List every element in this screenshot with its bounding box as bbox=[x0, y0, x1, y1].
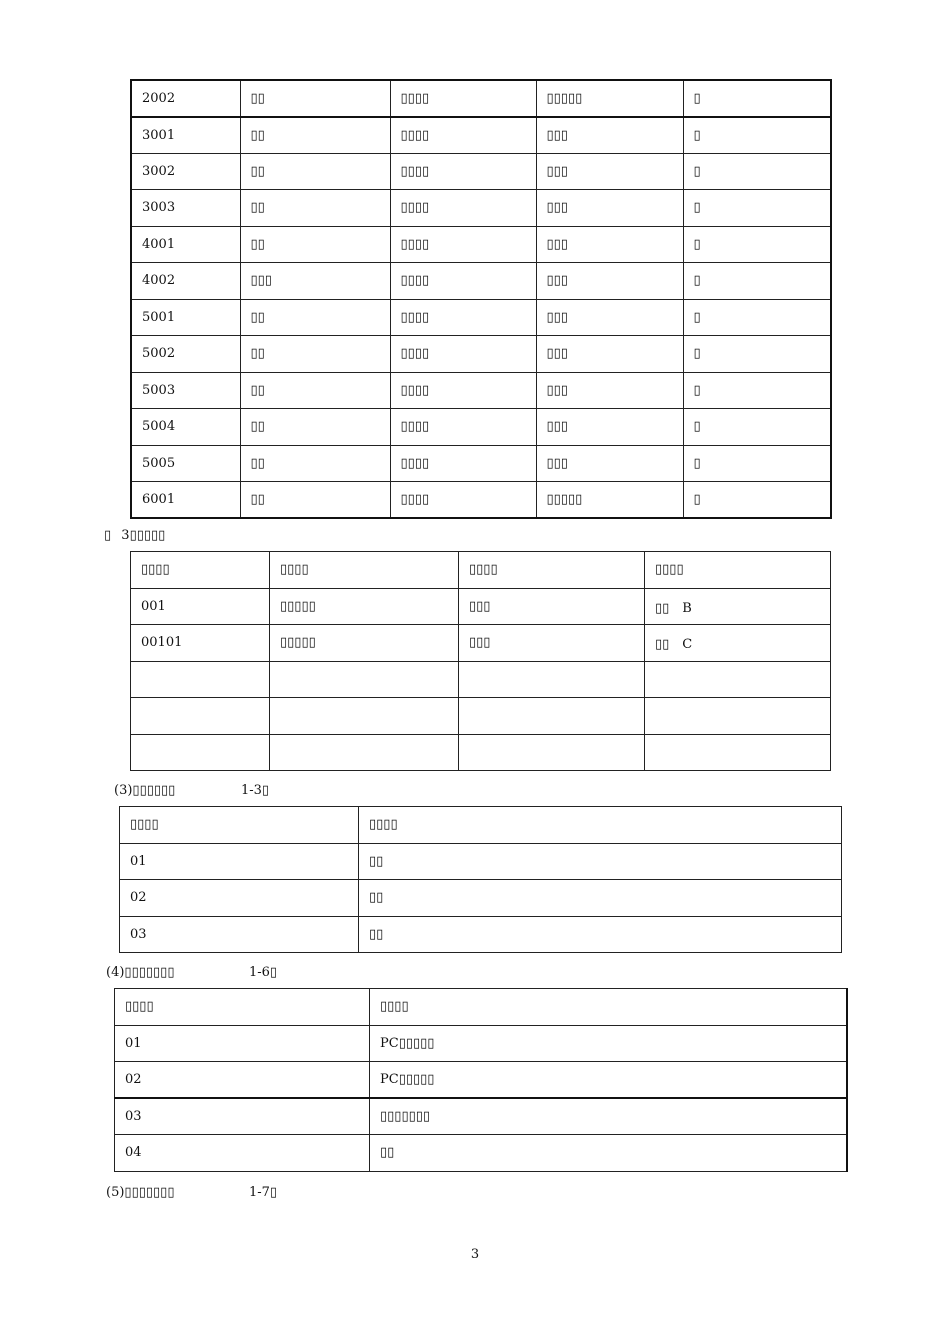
table-cell: ▯▯ bbox=[240, 153, 390, 190]
table-cell: ▯▯ bbox=[240, 226, 390, 263]
caption-text: 3▯▯▯▯▯ bbox=[121, 528, 166, 543]
table-cell: ▯▯▯▯ bbox=[115, 989, 370, 1026]
table-cell: ▯▯▯ bbox=[459, 588, 645, 625]
table-cell: ▯▯▯▯ bbox=[390, 190, 536, 227]
table-cell: ▯▯▯▯ bbox=[390, 80, 536, 117]
table-cell: ▯▯ bbox=[240, 336, 390, 373]
table-cell: ▯▯▯▯ bbox=[390, 153, 536, 190]
table-cell: PC▯▯▯▯▯ bbox=[370, 1062, 847, 1099]
table-cell bbox=[131, 661, 270, 698]
table-cell: ▯ bbox=[683, 153, 831, 190]
caption-ref: 1-6▯ bbox=[249, 965, 278, 980]
table-cell: ▯▯▯▯ bbox=[390, 372, 536, 409]
table-cell: 03 bbox=[120, 916, 359, 953]
table-row bbox=[115, 989, 847, 1026]
table-row bbox=[115, 1098, 847, 1135]
table-cell: 3001 bbox=[131, 117, 240, 154]
table-row bbox=[131, 299, 831, 336]
table-cell bbox=[645, 661, 831, 698]
table-cell: ▯▯▯▯ bbox=[645, 552, 831, 589]
table-cell bbox=[645, 698, 831, 735]
caption-text: (5)▯▯▯▯▯▯▯ bbox=[106, 1185, 175, 1200]
table-cell: ▯▯▯ bbox=[536, 263, 683, 300]
table-cell: 5002 bbox=[131, 336, 240, 373]
table-cell bbox=[270, 698, 459, 735]
table-cell: ▯▯ bbox=[240, 482, 390, 519]
table-row bbox=[120, 807, 842, 844]
table-cell: ▯▯▯ bbox=[459, 625, 645, 662]
table-cell: ▯▯ bbox=[240, 80, 390, 117]
table-row bbox=[115, 1025, 847, 1062]
table-cell: ▯▯ bbox=[359, 843, 842, 880]
table-row bbox=[131, 698, 831, 735]
table-cell: 3003 bbox=[131, 190, 240, 227]
table5-caption bbox=[106, 1185, 278, 1200]
table-row bbox=[120, 843, 842, 880]
table-cell: ▯▯ bbox=[240, 190, 390, 227]
table-cell: 6001 bbox=[131, 482, 240, 519]
table-cell: 001 bbox=[131, 588, 270, 625]
table-cell bbox=[131, 734, 270, 771]
table-cell: ▯▯ bbox=[240, 372, 390, 409]
table-cell: ▯ bbox=[683, 372, 831, 409]
table-cell: ▯▯ bbox=[240, 409, 390, 446]
table-row bbox=[131, 226, 831, 263]
table-cell: 03 bbox=[115, 1098, 370, 1135]
product-category-table bbox=[114, 988, 848, 1172]
table-cell: ▯ bbox=[683, 117, 831, 154]
table-cell: ▯▯ bbox=[359, 880, 842, 917]
table-cell: ▯▯▯ bbox=[536, 445, 683, 482]
table-cell: ▯ bbox=[683, 299, 831, 336]
table-cell: ▯▯ bbox=[240, 299, 390, 336]
account-table bbox=[130, 79, 832, 519]
table-cell: 01 bbox=[115, 1025, 370, 1062]
table-cell: 4002 bbox=[131, 263, 240, 300]
table-cell: ▯▯▯▯ bbox=[359, 807, 842, 844]
table-cell: 02 bbox=[120, 880, 359, 917]
caption-ref: 1-7▯ bbox=[249, 1185, 278, 1200]
table-cell: 5004 bbox=[131, 409, 240, 446]
table-cell: ▯▯▯▯▯ bbox=[270, 588, 459, 625]
table-cell bbox=[459, 698, 645, 735]
table-cell: ▯ bbox=[683, 190, 831, 227]
table-cell: ▯ bbox=[683, 409, 831, 446]
table-row bbox=[131, 734, 831, 771]
table-cell: ▯▯▯ bbox=[536, 409, 683, 446]
table-cell: ▯▯▯▯▯ bbox=[270, 625, 459, 662]
table-row bbox=[120, 916, 842, 953]
table-cell: 5005 bbox=[131, 445, 240, 482]
table-row bbox=[131, 409, 831, 446]
table-cell: PC▯▯▯▯▯ bbox=[370, 1025, 847, 1062]
table-cell bbox=[270, 661, 459, 698]
table-cell: ▯▯▯▯▯▯▯ bbox=[370, 1098, 847, 1135]
table-cell: 5001 bbox=[131, 299, 240, 336]
table-row bbox=[131, 117, 831, 154]
table-row bbox=[131, 661, 831, 698]
table-cell: ▯▯▯▯ bbox=[390, 445, 536, 482]
table-cell: ▯▯▯▯ bbox=[370, 989, 847, 1026]
table-row bbox=[120, 880, 842, 917]
table-cell: ▯▯ bbox=[240, 117, 390, 154]
table-cell: 01 bbox=[120, 843, 359, 880]
table-row bbox=[131, 445, 831, 482]
table-cell: ▯ bbox=[683, 336, 831, 373]
table-cell: 5003 bbox=[131, 372, 240, 409]
table-cell bbox=[131, 698, 270, 735]
category-table bbox=[119, 806, 842, 953]
table-cell: ▯▯▯ bbox=[536, 372, 683, 409]
department-table bbox=[130, 551, 831, 771]
table-cell: ▯▯▯▯▯ bbox=[536, 80, 683, 117]
table-cell: ▯▯▯ bbox=[536, 299, 683, 336]
table-cell: ▯▯▯▯ bbox=[270, 552, 459, 589]
table-cell: ▯▯ bbox=[359, 916, 842, 953]
table-row bbox=[131, 190, 831, 227]
table-cell: ▯▯ C bbox=[645, 625, 831, 662]
table-cell: ▯▯▯▯ bbox=[390, 226, 536, 263]
table-cell bbox=[645, 734, 831, 771]
table-cell: ▯▯ bbox=[240, 445, 390, 482]
table-row bbox=[131, 482, 831, 519]
caption-text: (4)▯▯▯▯▯▯▯ bbox=[106, 965, 175, 980]
table-cell: ▯▯▯▯ bbox=[390, 299, 536, 336]
table-cell: ▯▯▯ bbox=[240, 263, 390, 300]
table-cell: 2002 bbox=[131, 80, 240, 117]
table-row bbox=[131, 336, 831, 373]
caption-ref: 1-3▯ bbox=[241, 783, 270, 798]
table-cell: 02 bbox=[115, 1062, 370, 1099]
table-cell: 3002 bbox=[131, 153, 240, 190]
table-cell: ▯▯▯▯ bbox=[390, 263, 536, 300]
table-cell bbox=[459, 661, 645, 698]
table-cell: ▯▯▯▯ bbox=[390, 336, 536, 373]
table-row bbox=[131, 552, 831, 589]
table-row bbox=[131, 588, 831, 625]
table-cell: ▯▯▯ bbox=[536, 117, 683, 154]
table-cell: ▯ bbox=[683, 80, 831, 117]
table-cell: ▯▯▯▯ bbox=[459, 552, 645, 589]
table-cell: ▯▯▯▯ bbox=[390, 409, 536, 446]
caption-text: (3)▯▯▯▯▯▯ bbox=[114, 783, 176, 798]
table-cell: ▯▯▯▯ bbox=[131, 552, 270, 589]
table-row bbox=[131, 80, 831, 117]
table-cell: ▯▯▯▯ bbox=[120, 807, 359, 844]
table-row bbox=[131, 372, 831, 409]
table-cell: ▯▯▯ bbox=[536, 226, 683, 263]
table-cell: ▯▯ bbox=[370, 1135, 847, 1172]
table-cell: ▯ bbox=[683, 263, 831, 300]
table-cell bbox=[459, 734, 645, 771]
table-cell: ▯▯▯▯ bbox=[390, 482, 536, 519]
table4-caption bbox=[106, 965, 278, 980]
table2-caption bbox=[104, 528, 165, 543]
table-row bbox=[115, 1062, 847, 1099]
table-cell: ▯▯▯ bbox=[536, 153, 683, 190]
table-cell: ▯▯▯▯▯ bbox=[536, 482, 683, 519]
table-cell: ▯ bbox=[683, 482, 831, 519]
caption-prefix: ▯ bbox=[104, 528, 112, 543]
table-row bbox=[115, 1135, 847, 1172]
table3-caption bbox=[114, 783, 270, 798]
table-cell: ▯▯▯ bbox=[536, 336, 683, 373]
table-cell: 04 bbox=[115, 1135, 370, 1172]
table-cell: ▯▯▯ bbox=[536, 190, 683, 227]
table-cell: 00101 bbox=[131, 625, 270, 662]
table-cell bbox=[270, 734, 459, 771]
table-row bbox=[131, 625, 831, 662]
table-cell: 4001 bbox=[131, 226, 240, 263]
table-cell: ▯▯ B bbox=[645, 588, 831, 625]
table-cell: ▯▯▯▯ bbox=[390, 117, 536, 154]
table-row bbox=[131, 153, 831, 190]
table-cell: ▯ bbox=[683, 226, 831, 263]
table-row bbox=[131, 263, 831, 300]
table-cell: ▯ bbox=[683, 445, 831, 482]
page-number: 3 bbox=[470, 1247, 480, 1262]
